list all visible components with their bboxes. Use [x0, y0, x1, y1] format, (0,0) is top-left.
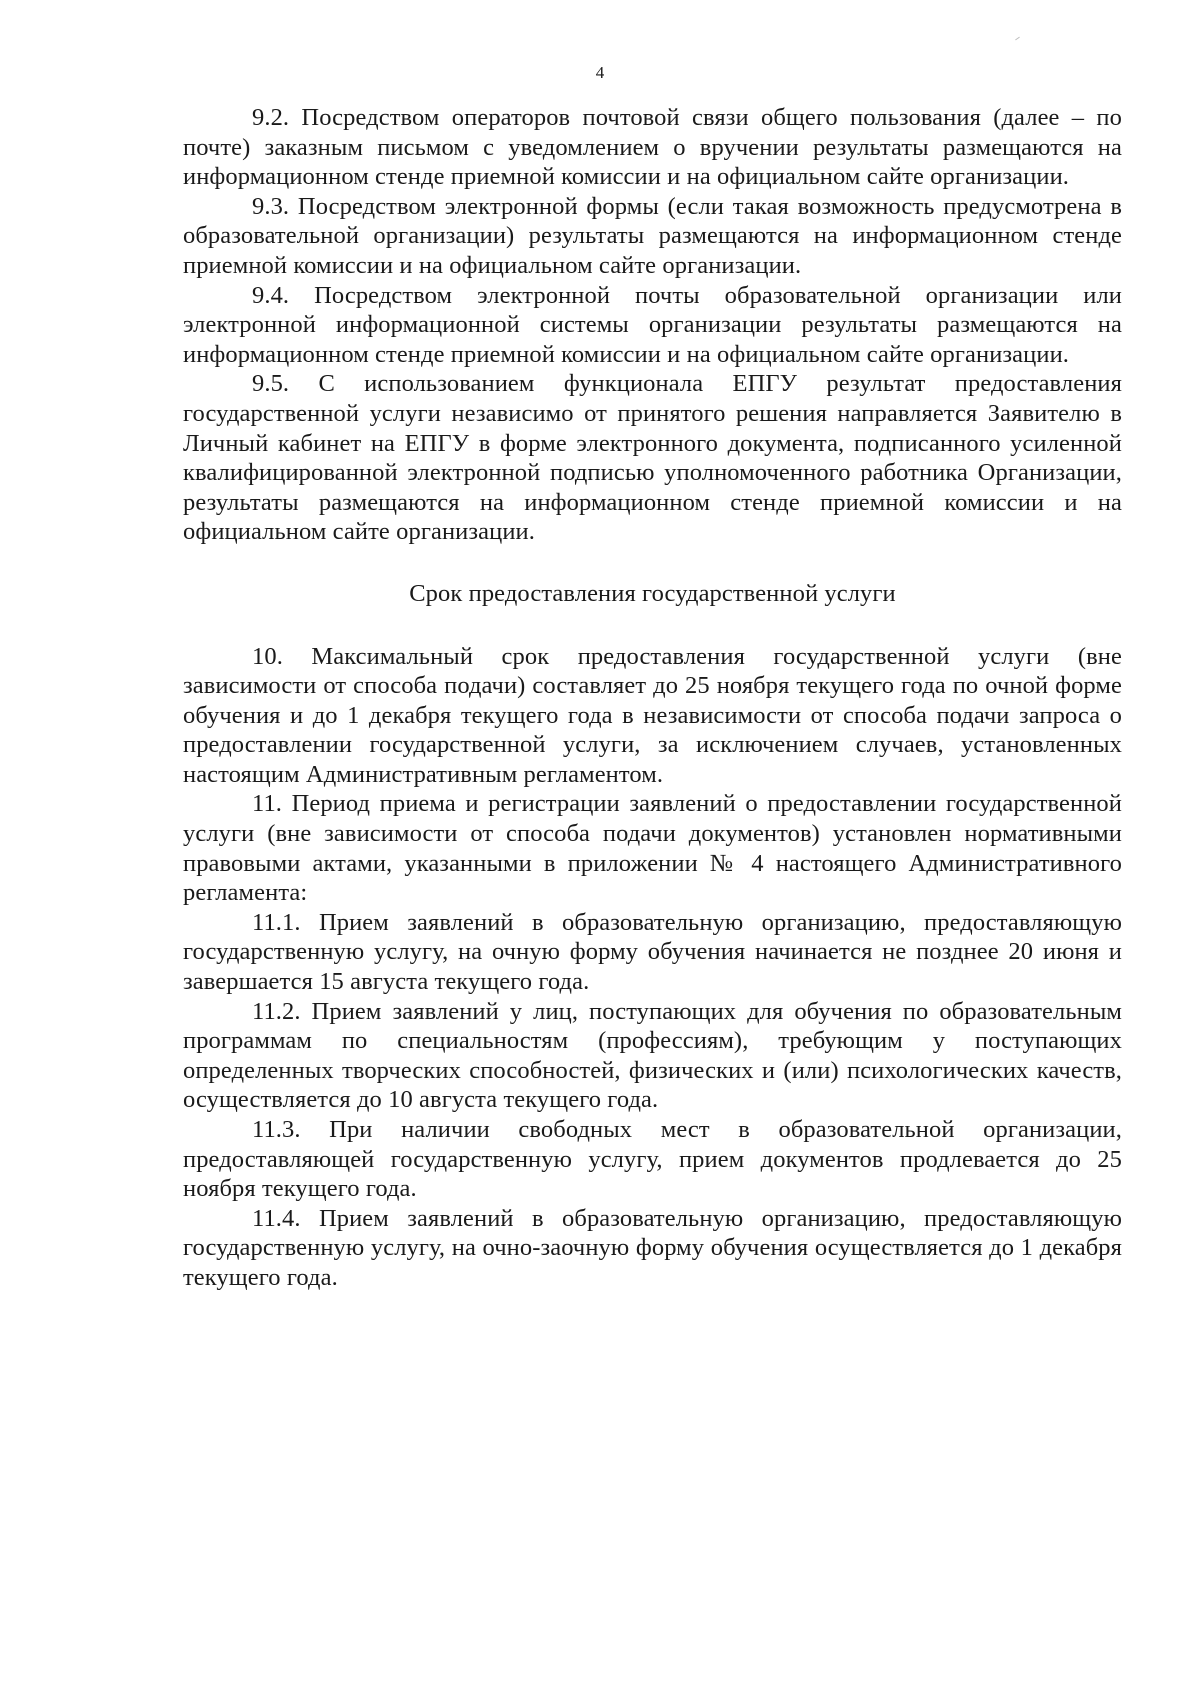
paragraph-9-4: 9.4. Посредством электронной почты образовательной организации или электронной информационной системы организации результаты размещаются на информационном стенде приемной комиссии и на официальном сайте организации.	[183, 281, 1122, 368]
paragraph-11-3: 11.3. При наличии свободных мест в образовательной организации, предоставляющей государственную услугу, прием документов продлевается до 25 ноября текущего года.	[183, 1116, 1122, 1203]
paragraph-11: 11. Период приема и регистрации заявлений о предоставлении государственной услуги (вне зависимости от способа подачи документов) установлен нормативными правовыми актами, указанными в приложении № 4 настоящего Административного регламента:	[183, 790, 1122, 907]
paragraph-9-3: 9.3. Посредством электронной формы (если такая возможность предусмотрена в образовательной организации) результаты размещаются на информационном стенде приемной комиссии и на официальном сайте организации.	[183, 192, 1122, 279]
document-body	[183, 103, 1122, 1293]
paragraph-11-1: 11.1. Прием заявлений в образовательную организацию, предоставляющую государственную услугу, на очную форму обучения начинается не позднее 20 июня и завершается 15 августа текущего года.	[183, 908, 1122, 996]
paragraph-11-4: 11.4. Прием заявлений в образовательную организацию, предоставляющую государственную услугу, на очно-заочную форму обучения осуществляется до 1 декабря текущего года.	[183, 1204, 1122, 1291]
paragraph-9-2: 9.2. Посредством операторов почтовой связи общего пользования (далее – по почте) заказным письмом с уведомлением о вручении результаты размещаются на информационном стенде приемной комиссии и на официальном сайте организации.	[183, 104, 1122, 191]
paragraph-11-2: 11.2. Прием заявлений у лиц, поступающих для обучения по образовательным программам по специальностям (профессиям), требующим у поступающих определенных творческих способностей, физических и (или) психологических качеств, осуществляется до 10 августа текущего года.	[183, 997, 1122, 1114]
scan-speck	[1015, 37, 1020, 41]
paragraph-9-5: 9.5. С использованием функционала ЕПГУ результат предоставления государственной услуги независимо от принятого решения направляется Заявителю в Личный кабинет на ЕПГУ в форме электронного документа, подписанного усиленной квалифицированной электронной подписью уполномоченного работника Организации, результаты размещаются на информационном стенде приемной комиссии и на официальном сайте организации.	[183, 370, 1122, 546]
page-number: 4	[595, 63, 605, 82]
section-heading: Срок предоставления государственной услуги	[409, 579, 896, 607]
paragraph-10: 10. Максимальный срок предоставления государственной услуги (вне зависимости от способа подачи) составляет до 25 ноября текущего года по очной форме обучения и до 1 декабря текущего года в независимости от способа подачи запроса о предоставлении государственной услуги, за исключением случаев, установленных настоящим Административным регламентом.	[183, 642, 1122, 788]
